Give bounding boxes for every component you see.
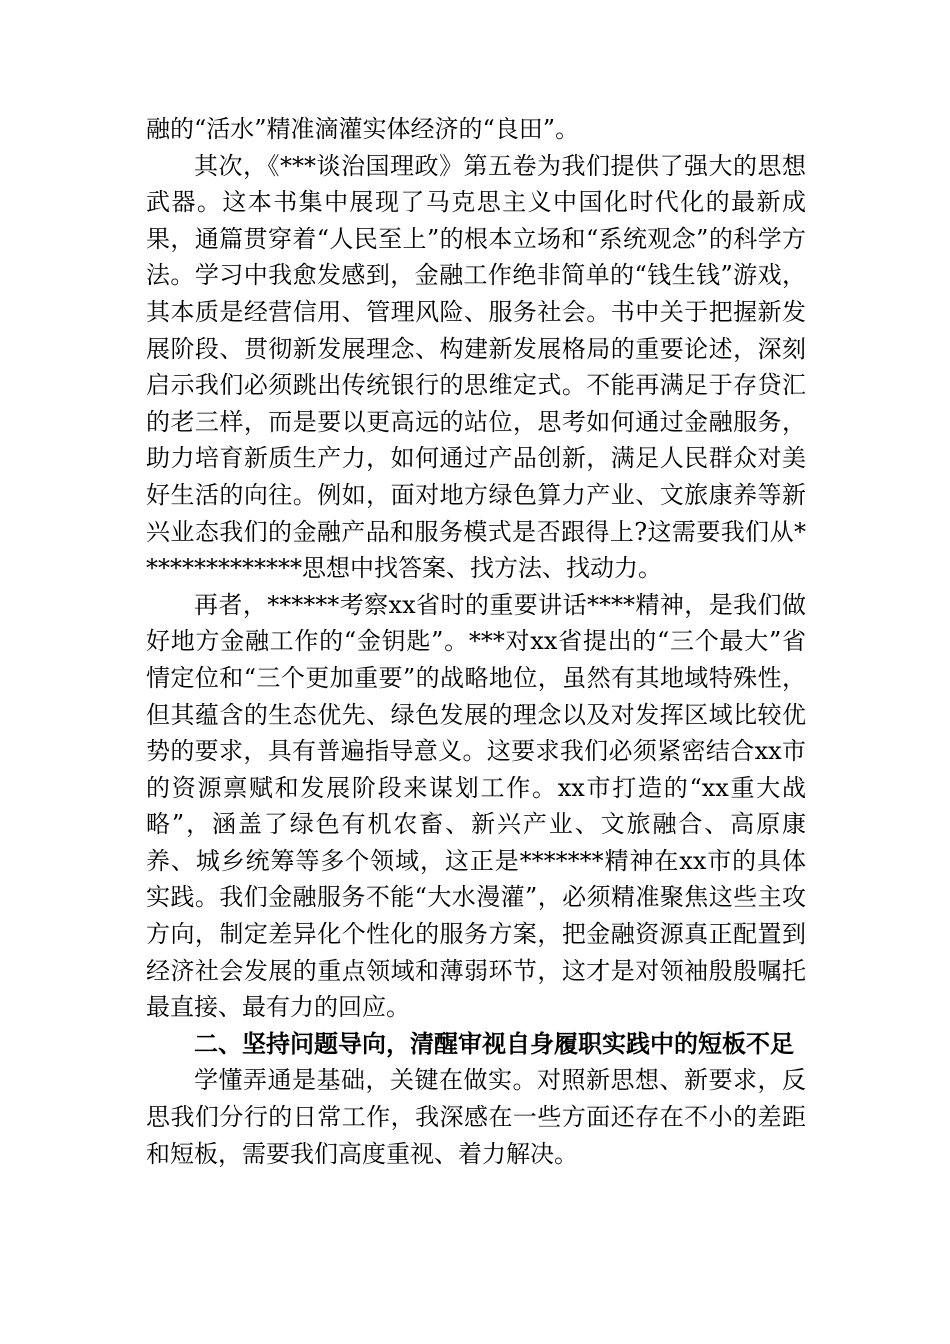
paragraph-second: 其次，《***谈治国理政》第五卷为我们提供了强大的思想武器。这本书集中展现了马克思主义中国化时代化的最新成果，通篇贯穿着“人民至上”的根本立场和“系统观念”的科学方法。学习中我愈发感到，金融工作绝非简单的“钱生钱”游戏，其本质是经营信用、管理风险、服务社会。书中关于把握新发展阶段、贯彻新发展理念、构建新发展格局的重要论述，深刻启示我们必须跳出传统银行的思维定式。不能再满足于存贷汇的老三样，而是要以更高远的站位，思考如何通过金融服务，助力培育新质生产力，如何通过产品创新，满足人民群众对美好生活的向往。例如，面对地方绿色算力产业、文旅康养等新兴业态我们的金融产品和服务模式是否跟得上?这需要我们从**************思想中找答案、找方法、找动力。	[146, 151, 806, 583]
paragraph-third: 再者，******考察xx省时的重要讲话****精神，是我们做好地方金融工作的“金钥匙”。***对xx省提出的“三个最大”省情定位和“三个更加重要”的战略地位，虽然有其地域特殊性，但其蕴含的生态优先、绿色发展的理念以及对发挥区域比较优势的要求，具有普遍指导意义。这要求我们必须紧密结合xx市的资源禀赋和发展阶段来谋划工作。xx市打造的“xx重大战略”，涵盖了绿色有机农畜、新兴产业、文旅融合、高原康养、城乡统筹等多个领域，这正是*******精神在xx市的具体实践。我们金融服务不能“大水漫灌”，必须精准聚焦这些主攻方向，制定差异化个性化的服务方案，把金融资源真正配置到经济社会发展的重点领域和薄弱环节，这才是对领袖殷殷嘱托最直接、最有力的回应。	[146, 590, 806, 1022]
paragraph-closing: 学懂弄通是基础，关键在做实。对照新思想、新要求，反思我们分行的日常工作，我深感在一些方面还存在不小的差距和短板，需要我们高度重视、着力解决。	[146, 1066, 806, 1168]
document-body	[146, 111, 806, 1172]
section-heading: 二、坚持问题导向，清醒审视自身履职实践中的短板不足	[194, 1029, 794, 1058]
paragraph-continuation: 融的“活水”精准滴灌实体经济的“良田”。	[146, 115, 580, 143]
